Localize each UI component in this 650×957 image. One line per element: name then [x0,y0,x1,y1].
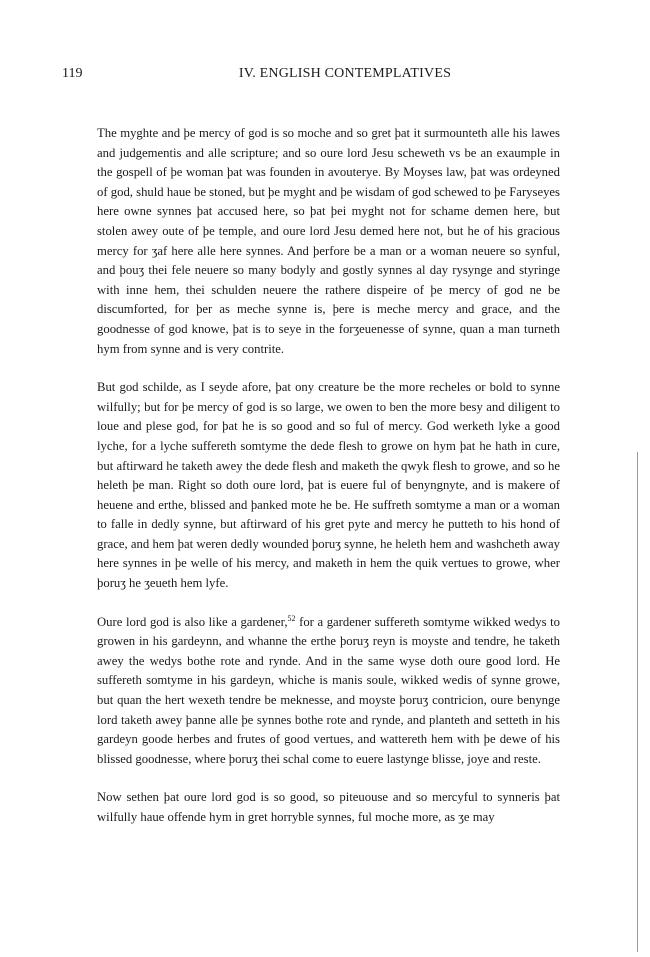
running-head: IV. ENGLISH CONTEMPLATIVES [238,66,452,81]
footnote-reference[interactable]: 52 [287,613,296,623]
paragraph-3 [97,613,560,770]
paragraph-3-start: Oure lord god is also like a gardener, [97,614,288,629]
paragraph-4: Now sethen þat oure lord god is so good, so piteuouse and so mercyful to synneris þat wilfully haue offende hym in gret horryble synnes, ful moche more, as ʒe may [97,790,560,824]
paragraph-3-rest: for a gardener suffereth somtyme wikked wedys to growen in his gardeynn, and whanne the erthe þoruʒ reyn is moyste and tendre, he taketh awey the wedys bothe rote and rynde. And in the same wyse doth oure good lord. He suffereth somtyme in his gardeyn, whiche is manis soule, wikked wedis of synne growe, but quan the hert wexeth tendre be meknesse, and moyste þoruʒ contricion, oure benynge lord taketh awey þanne alle þe synnes bothe rote and rynde, and planteth and setteth in his gardeyn goode herbes and frutes of good vertues, and wattereth hem with þe dewe of his blissed goodnesse, where þoruʒ thei schal come to euere lastynge blisse, joye and reste. [97,614,560,766]
page-edge-line [637,452,638,952]
paragraph-2: But god schilde, as I seyde afore, þat ony creature be the more recheles or bold to synne wilfully; but for þe mercy of god is so large, we owen to ben the more besy and diligent to loue and plese god, for þat he is so good and so ful of mercy. God werketh lyke a good lyche, for a lyche suffereth somtyme the dede flesh to growe on hym þat he hath in cure, but aftirward he taketh awey the dede flesh and maketh the qwyk flesh to growe, and so he heleth þe man. Right so doth oure lord, þat is euere ful of benyngnyte, and is makere of heuene and erthe, blissed and þanked mote he be. He suffreth somtyme a man or a woman to falle in dedly synne, but aftirward of his gret pyte and mercy he putteth to his hond of grace, and hem þat weren dedly wounded þoruʒ synne, he heleth hem and washcheth away here synnes in þe welle of his mercy, and maketh in hem the quik vertues to growe, wher þoruʒ he ʒeueth hem lyfe. [97,380,560,591]
paragraph-1: The myghte and þe mercy of god is so moche and so gret þat it surmounteth alle his lawes and judgementis and alle scripture; and so oure lord Jesu scheweth vs be an exaumple in the gospell of þe woman þat was founden in avouterye. By Moyses law, þat was ordeyned of god, shuld haue be stoned, but þe myght and þe wisdam of god schewed to þe Faryseyes here owne synnes þat accused here, so þat þei myght not for schame demen here, but stolen awey oute of þe temple, and oure lord Jesu demed here not, but he of his gracious mercy for ʒaf here alle here synnes. And þerfore be a man or a woman neuere so synful, and þouʒ thei fele neuere so many bodyly and gostly synnes al day rysynge and styringe with inne hem, thei schulden neuere the rathere dispeire of þe mercy of god ne be discumforted, for þer as meche synne is, þere is meche mercy and grace, and the goodnesse of god knowe, þat is to seye in the forʒeuenesse of synne, quan a man turneth hym from synne and is very contrite. [97,126,560,356]
page-header [62,64,588,84]
body-text [97,124,560,847]
page-number: 119 [62,66,83,81]
